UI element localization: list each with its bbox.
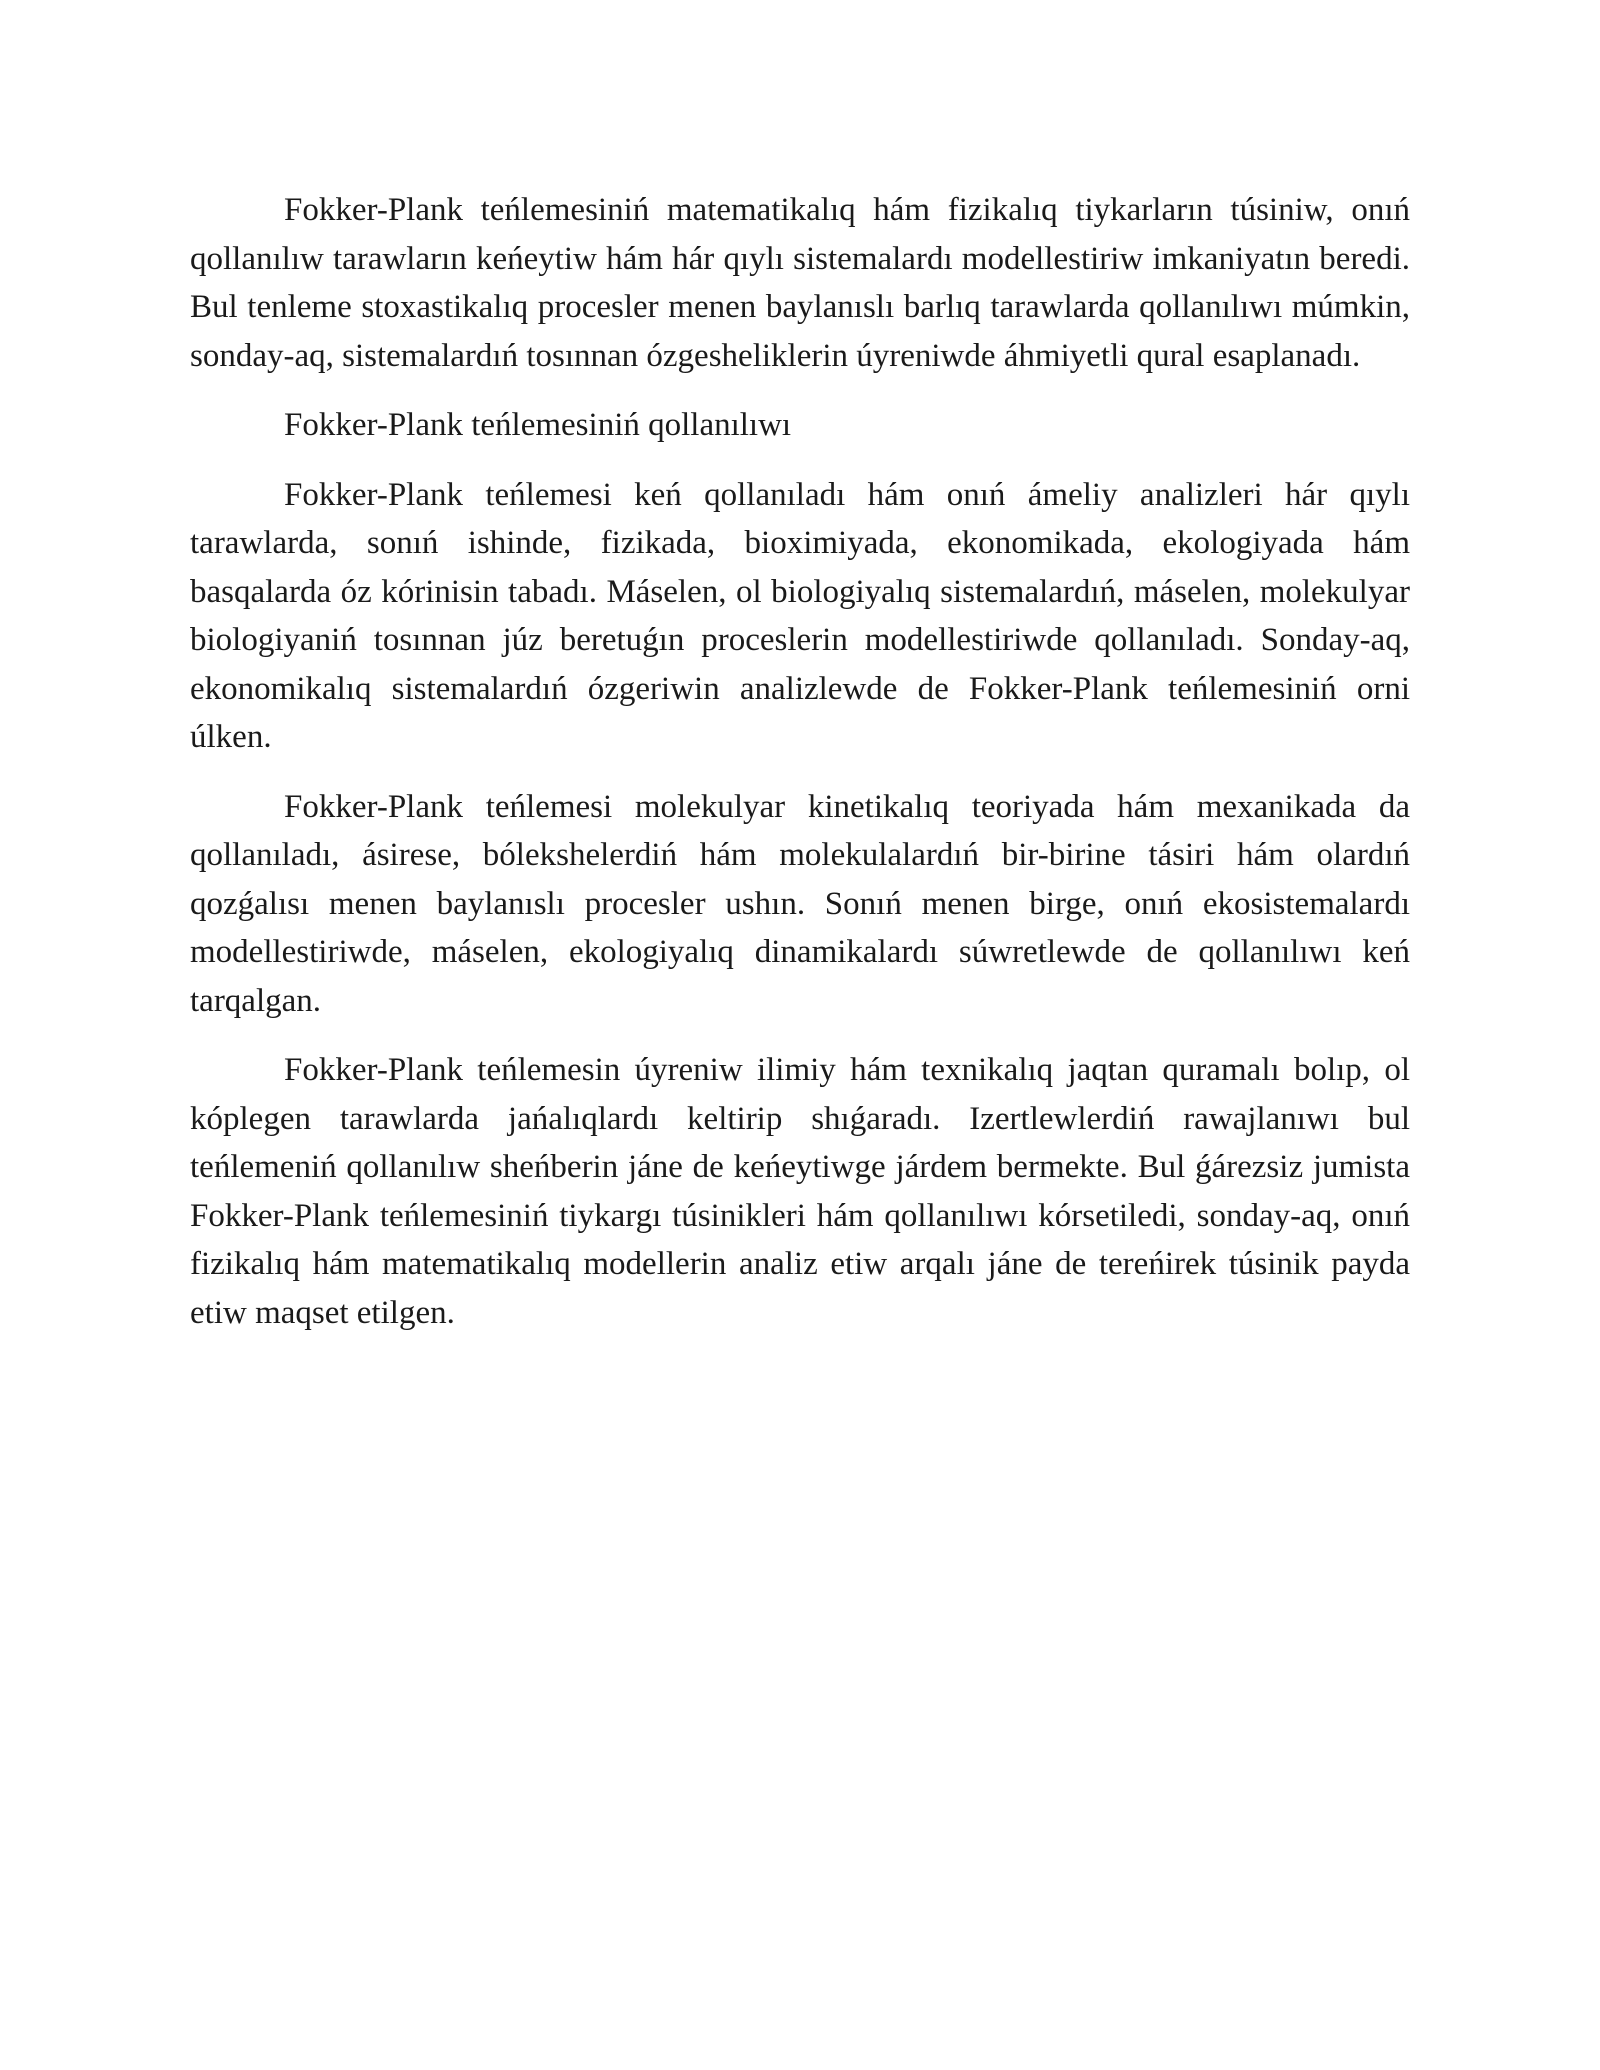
section-heading: Fokker-Plank teńlemesiniń qollanılıwı bbox=[284, 407, 792, 443]
paragraph-applications: Fokker-Plank teńlemesi keń qollanıladı hám onıń ámeliy analizleri hár qıylı tarawlarda, sonıń ishinde, fizikada, bioximiyada, ekonomikada, ekologiyada hám basqalarda óz kórinisin tabadı. Máselen, ol biologiyalıq sistemalardıń, máselen, molekulyar biologiyaniń tosınnan júz beretuǵın proceslerin modellestiriwde qollanıladı. Sonday-aq, ekonomikalıq sistemalardıń ózgeriwin analizlewde de Fokker-Plank teńlemesiniń orni úlken. bbox=[190, 476, 1410, 755]
paragraph-intro: Fokker-Plank teńlemesiniń matematikalıq hám fizikalıq tiykarların túsiniw, onıń qollanılıw tarawların keńeytiw hám hár qıylı sistemalardı modellestiriw imkaniyatın beredi. Bul tenleme stoxastikalıq procesler menen baylanıslı barlıq tarawlarda qollanılıwı múmkin, sonday-aq, sistemalardıń tosınnan ózgesheliklerin úyreniwde áhmiyetli qural esaplanadı. bbox=[190, 192, 1410, 374]
paragraph-kinetic-theory: Fokker-Plank teńlemesi molekulyar kinetikalıq teoriyada hám mexanikada da qollanıladı, ásirese, bólekshelerdiń hám molekulalardıń bir-birine tásiri hám olardıń qozǵalısı menen baylanıslı procesler ushın. Sonıń menen birge, onıń ekosistemalardı modellestiriwde, máselen, ekologiyalıq dinamikalardı súwretlewde de qollanılıwı keń tarqalgan. bbox=[190, 788, 1410, 1019]
paragraph-conclusion: Fokker-Plank teńlemesin úyreniw ilimiy hám texnikalıq jaqtan quramalı bolıp, ol kóplegen tarawlarda jańalıqlardı keltirip shıǵaradı. Izertlewlerdiń rawajlanıwı bul teńlemeniń qollanılıw sheńberin jáne de keńeytiwge járdem bermekte. Bul ǵárezsiz jumista Fokker-Plank teńlemesiniń tiykargı túsinikleri hám qollanılıwı kórsetiledi, sonday-aq, onıń fizikalıq hám matematikalıq modellerin analiz etiw arqalı jáne de tereńirek túsinik payda etiw maqset etilgen. bbox=[190, 1052, 1410, 1331]
